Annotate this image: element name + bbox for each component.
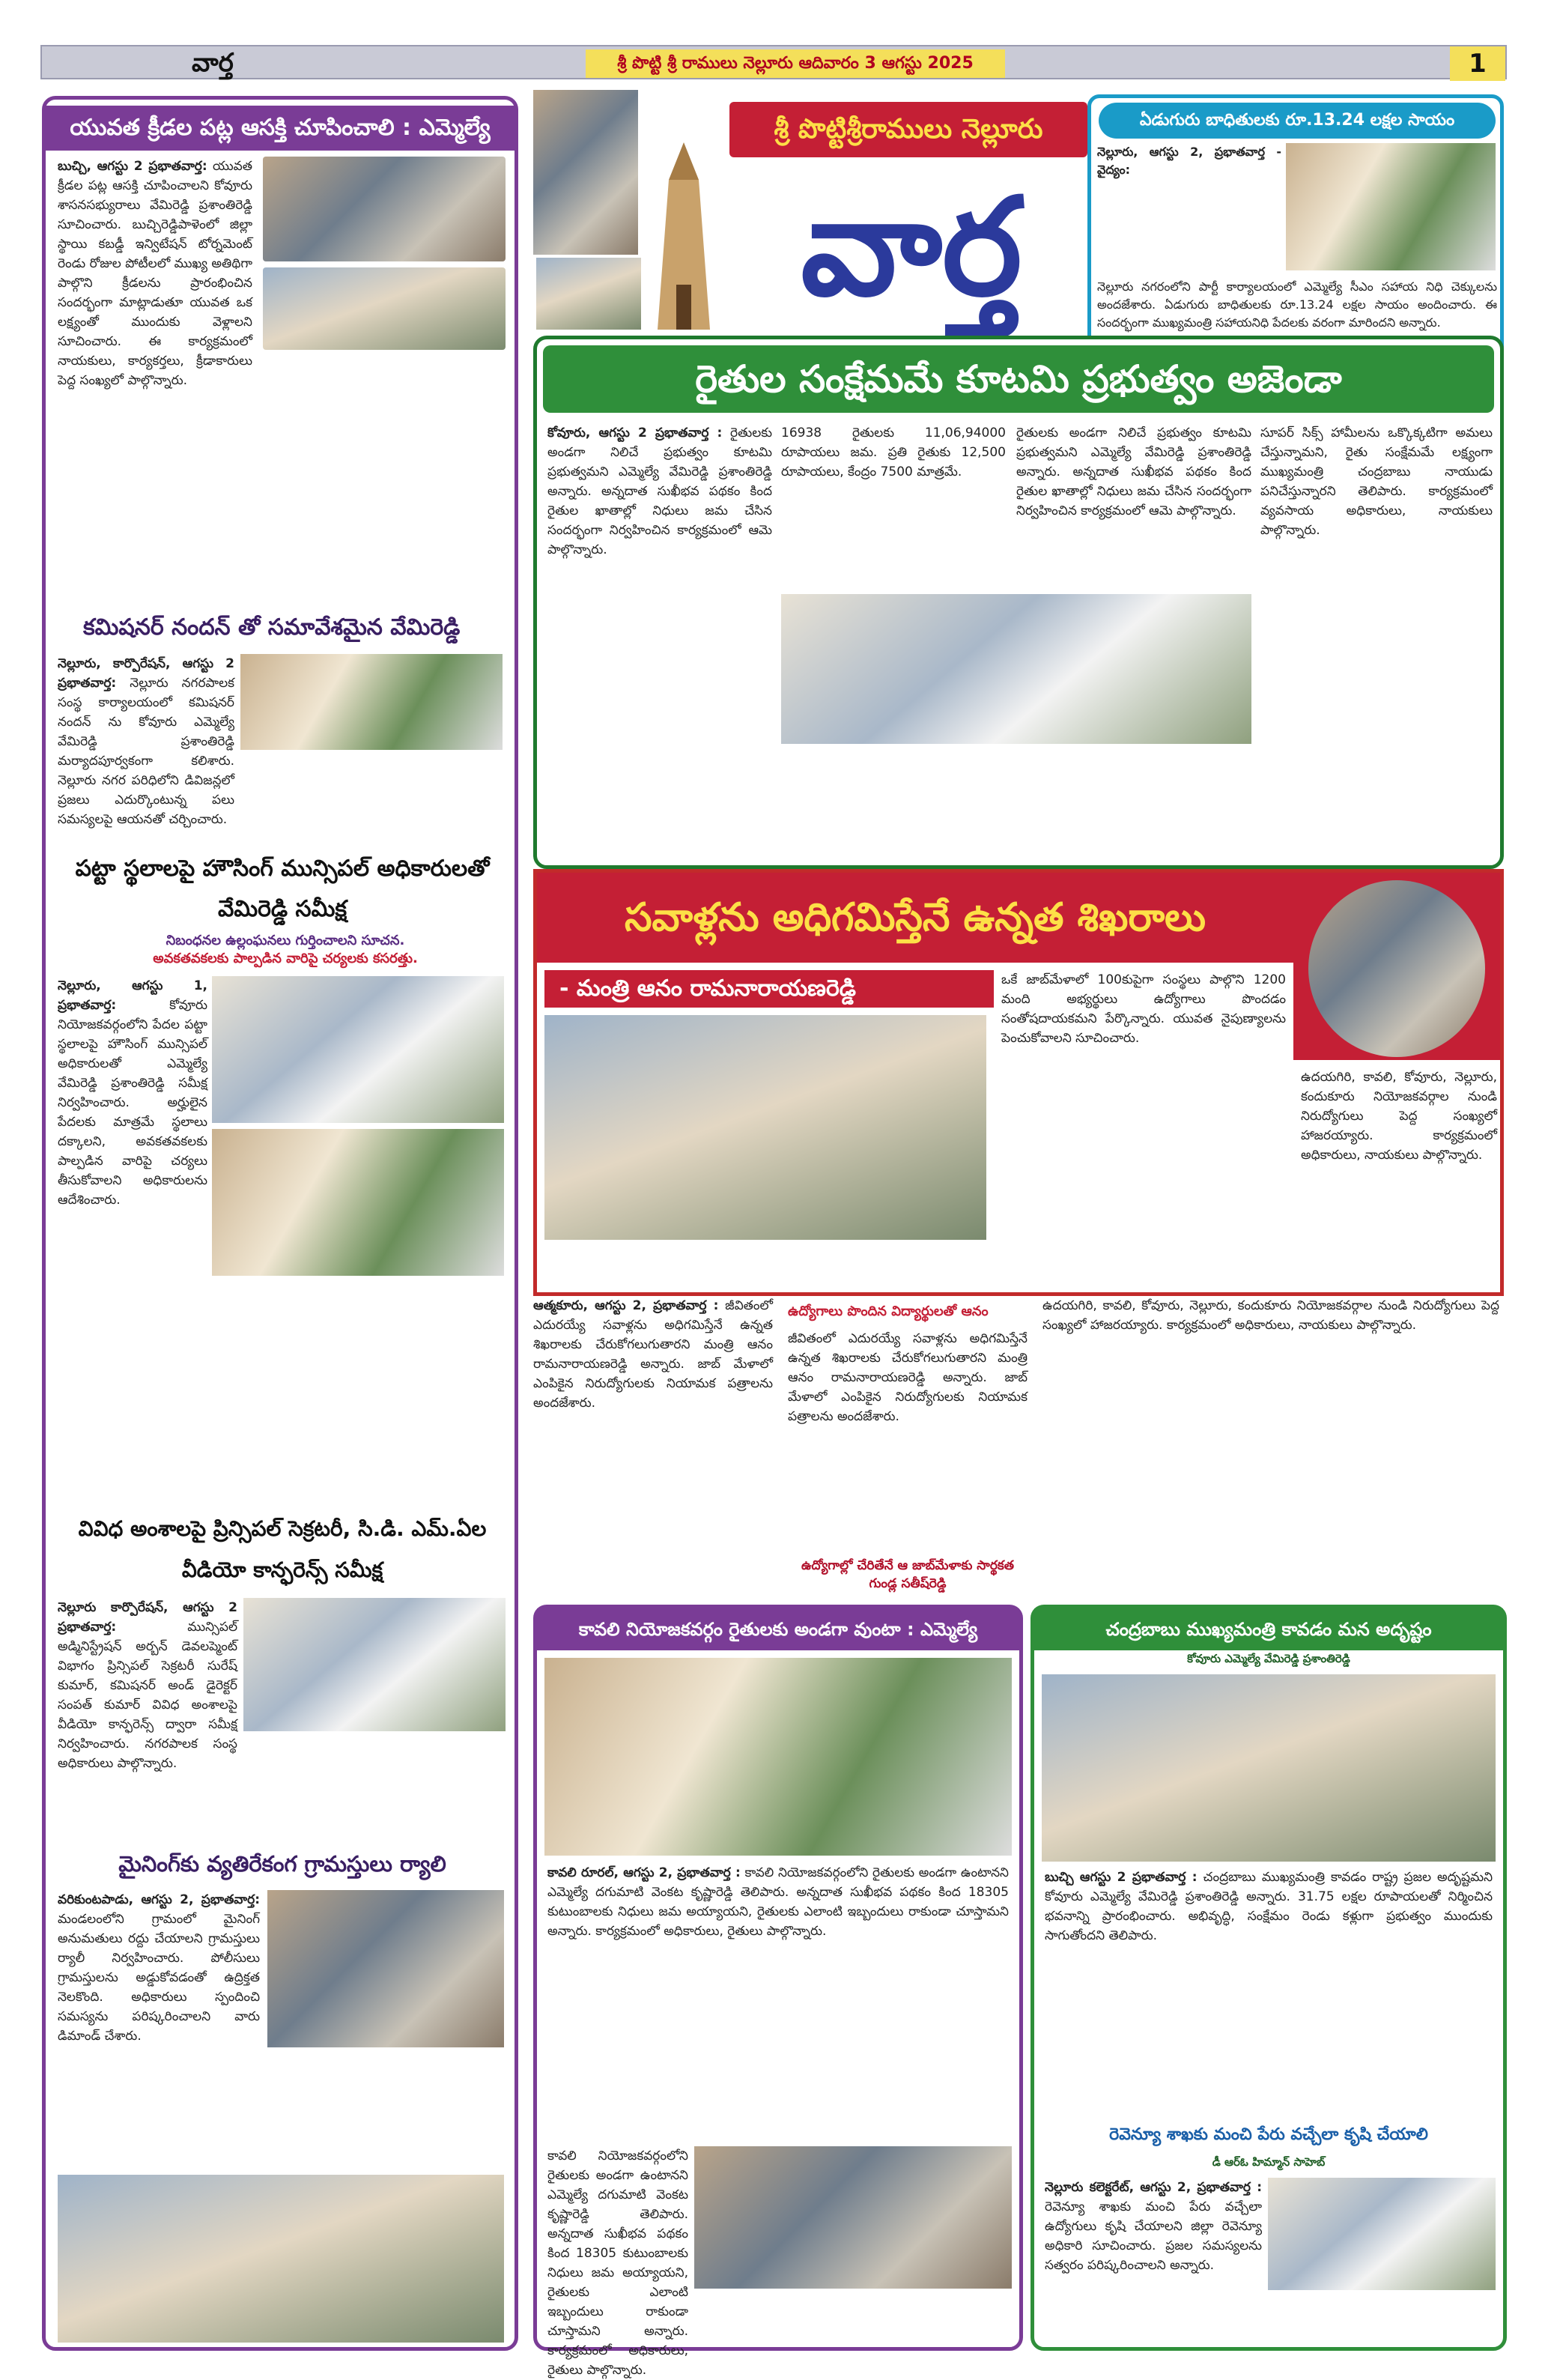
kavali-text: కావలి నియోజకవర్గంలోని రైతులకు అండగా ఉంటానని ఎమ్మెల్యే దగుమాటి వెంకట కృష్ణారెడ్డి తెలిపారు. అన్నదాత సుఖీభవ పథకం కింద 18305 కుటుంబాలకు నిధులు జమ అయ్యాయని, రైతులకు ఎలాంటి ఇబ్బందులు రాకుండా చూస్తామని అన్నారు. కార్యక్రమంలో అధికారులు, రైతులు పాల్గొన్నారు. [547,1865,1009,1939]
minister-headline: సవాళ్లను అధిగమిస్తేనే ఉన్నత శిఖరాలు [537,873,1293,963]
story2-headline: కమిషనర్ నందన్ తో సమావేశమైన వేమిరెడ్డి [83,614,461,641]
aid-photo [1286,143,1496,270]
minister-text: జీవితంలో ఎదురయ్యే సవాళ్లను అధిగమిస్తేనే ఉన్నత శిఖరాలకు చేరుకోగలుగుతారని మంత్రి ఆనం రామనారాయణరెడ్డి అన్నారు. జాబ్ మేళాలో ఎంపికైన నిరుద్యోగులకు నియామక పత్రాలను అందజేశారు. [533,1298,773,1411]
edition-banner: శ్రీ పొట్టిశ్రీరాములు నెల్లూరు [729,102,1087,157]
kavali-story [533,1605,1023,2378]
kavali-headline: కావలి నియోజకవర్గం రైతులకు అండగా వుంటా : ఎమ్మెల్యే [537,1608,1019,1650]
story4-headline: వివిధ అంశాలపై ప్రిన్సిపల్ సెక్రటరీ, సి.డి. ఎమ్.ఏల వీడియో కాన్ఫరెన్స్ సమీక్ష [78,1516,487,1582]
story3-subtitle2: అవకతవకలకు పాల్పడిన వారిపై చర్యలకు కసరత్తు. [153,951,418,966]
story5-body [58,1890,260,2160]
aid-dateline: నెల్లూరు, ఆగస్టు 2, ప్రభాతవార్త - వైద్యం: [1097,145,1281,177]
aid-body-top [1097,143,1281,278]
story2-text: నెల్లూరు నగరపాలక సంస్థ కార్యాలయంలో కమిషనర్ నందన్ ను కోవూరు ఎమ్మెల్యే వేమిరెడ్డి ప్రశాంతిరెడ్డి మర్యాదపూర్వకంగా కలిశారు. నెల్లూరు నగర పరిధిలోని డివిజన్లలో ప్రజలు ఎదుర్కొంటున్న పలు సమస్యలపై ఆయనతో చర్చించారు. [58,676,235,827]
story4-text: మున్సిపల్ అడ్మినిస్ట్రేషన్ అర్బన్ డెవలప్మెంట్ విభాగం ప్రిన్సిపల్ సెక్రటరీ సురేష్ కుమార్, కమిషనర్ అండ్ డైరెక్టర్ సంపత్ కుమార్ వివిధ అంశాలపై వీడియో కాన్ఫరెన్స్ ద్వారా సమీక్ష నిర్వహించారు. నగరపాలక సంస్థ అధికారులు పాల్గొన్నారు. [58,1620,237,1771]
revenue-byline: డీ ఆర్ఓ హిమ్మాన్ సాహెబ్ [1212,2155,1326,2169]
story1-headline: యువత క్రీడల పట్ల ఆసక్తి చూపించాలి : ఎమ్మెల్యే [46,106,515,151]
farmers-dateline: కోవూరు, ఆగస్టు 2 ప్రభాతవార్త : [547,426,723,440]
story3-body [58,976,207,1291]
story2-body [58,654,234,841]
founder-portrait [533,90,638,255]
story3-dateline: నెల్లూరు, ఆగస్టు 1, ప్రభాతవార్త: [58,978,207,1013]
header-dateline: శ్రీ పొట్టి శ్రీ రాములు నెల్లూరు ఆదివారం 3 ఆగస్టు 2025 [586,49,1005,78]
minister-photo [544,1015,986,1240]
chandrababu-photo [1042,1674,1496,1862]
minister-quote [788,1558,1028,1600]
kavali-body [547,1863,1009,2140]
minister-quote-author: గుండ్ల సతీష్‌రెడ్డి [869,1576,947,1591]
minister-body-cont: జీవితంలో ఎదురయ్యే సవాళ్లను అధిగమిస్తేనే ఉన్నత శిఖరాలకు చేరుకోగలుగుతారని మంత్రి ఆనం రామనారాయణరెడ్డి అన్నారు. జాబ్ మేళాలో ఎంపికైన నిరుద్యోగులకు నియామక పత్రాలను అందజేశారు. [788,1331,1028,1424]
story4-body [58,1598,237,1771]
kavali-body-cont: కావలి నియోజకవర్గంలోని రైతులకు అండగా ఉంటానని ఎమ్మెల్యే దగుమాటి వెంకట కృష్ణారెడ్డి తెలిపారు. అన్నదాత సుఖీభవ పథకం కింద 18305 కుటుంబాలకు నిధులు జమ అయ్యాయని, రైతులకు ఎలాంటి ఇబ్బందులు రాకుండా చూస్తామని అన్నారు. కార్యక్రమంలో అధికారులు, రైతులు పాల్గొన్నారు. [547,2149,688,2378]
minister-photo-frame [1293,873,1500,1060]
chandrababu-story [1031,1605,1507,2351]
story3-photo-a [212,976,504,1123]
minister-continued [533,1296,1504,1605]
page-number: 1 [1450,46,1505,81]
story3-subtitle1: నిబంధనల ఉల్లంఘనలు గుర్తించాలని సూచన. [166,933,405,948]
minister-byline: - మంత్రి ఆనం రామనారాయణరెడ్డి [544,970,994,1008]
farmers-story [533,336,1504,869]
story2-photo [240,654,503,750]
top-bar [40,45,1507,79]
farmers-headline: రైతుల సంక్షేమమే కూటమి ప్రభుత్వం అజెండా [543,345,1494,413]
header-logo: వార్త [192,48,234,78]
chandrababu-byline: కోవూరు ఎమ్మెల్యే వేమిరెడ్డి ప్రశాంతిరెడ్డి [1187,1652,1350,1665]
chandrababu-body [1045,1868,1493,2115]
revenue-dateline: నెల్లూరు కలెక్టరేట్, ఆగస్టు 2, ప్రభాతవార్త : [1045,2180,1262,2195]
minister-body2: ఒకే జాబ్‌మేళాలో 100కుపైగా సంస్థలు పాల్గొని 1200 మంది అభ్యర్థులు ఉద్యోగాలు పొందడం సంతోషదాయకమని పేర్కొన్నారు. యువత నైపుణ్యాలను పెంచుకోవాలని సూచించారు. [1001,972,1286,1046]
farmers-body-mid: రైతులకు అండగా నిలిచే ప్రభుత్వం కూటమి ప్రభుత్వమని ఎమ్మెల్యే వేమిరెడ్డి ప్రశాంతిరెడ్డి అన్నారు. అన్నదాత సుఖీభవ పథకం కింద రైతుల ఖాతాల్లో నిధులు జమ చేసిన సందర్భంగా నిర్వహించిన కార్యక్రమంలో ఆమె పాల్గొన్నారు. [1016,426,1251,518]
story5-photo-b [58,2175,504,2343]
minister-story [533,869,1504,1296]
story5-dateline: వరికుంటపాడు, ఆగస్టు 2, ప్రభాతవార్త: [58,1892,260,1907]
temple-illustration [643,135,725,330]
story3-text: కోవూరు నియోజకవర్గంలోని పేదల పట్టా స్థలాలపై హౌసింగ్ మున్సిపల్ అధికారులతో ఎమ్మెల్యే వేమిరెడ్డి ప్రశాంతిరెడ్డి సమీక్ష నిర్వహించారు. అర్హులైన పేదలకు మాత్రమే స్థలాలు దక్కాలని, అవకతవకలకు పాల్పడిన వారిపై చర్యలు తీసుకోవాలని అధికారులను ఆదేశించారు. [58,998,207,1208]
farmers-photo [781,594,1251,744]
story3-headline: పట్టా స్థలాలపై హౌసింగ్ మున్సిపల్ అధికారులతో వేమిరెడ్డి సమీక్ష [75,856,490,922]
temple-icon [643,135,725,330]
minister-body3: ఉదయగిరి, కావలి, కోవూరు, నెల్లూరు, కందుకూరు నియోజకవర్గాల నుండి నిరుద్యోగులు పెద్ద సంఖ్యలో హాజరయ్యారు. కార్యక్రమంలో అధికారులు, నాయకులు పాల్గొన్నారు. [1301,1070,1497,1163]
kavali-dateline: కావలి రూరల్, ఆగస్టు 2, ప్రభాతవార్త : [547,1865,741,1880]
revenue-body [1045,2178,1262,2343]
revenue-headline: రెవెన్యూ శాఖకు మంచి పేరు వచ్చేలా కృషి చేయాలి [1109,2125,1428,2144]
kavali-photo-b [694,2146,1012,2289]
minister-body [533,1296,773,1596]
minister-body-right: ఉదయగిరి, కావలి, కోవూరు, నెల్లూరు, కందుకూరు నియోజకవర్గాల నుండి నిరుద్యోగులు పెద్ద సంఖ్యలో హాజరయ్యారు. కార్యక్రమంలో అధికారులు, నాయకులు పాల్గొన్నారు. [1042,1298,1499,1333]
farmers-body1 [547,423,772,858]
story5-photo-a [267,1890,504,2047]
story2-dateline: నెల్లూరు, కార్పొరేషన్, ఆగస్టు 2 ప్రభాతవార్త: [58,656,234,691]
story5-headline: మైనింగ్‌కు వ్యతిరేకంగ గ్రామస్తులు ర్యాలి [118,1851,446,1877]
chandrababu-headline: చంద్రబాబు ముఖ్యమంత్రి కావడం మన అదృష్టం [1034,1608,1503,1650]
story1-photo-a [263,157,506,261]
revenue-photo [1268,2178,1496,2290]
story4-dateline: నెల్లూరు కార్పొరేషన్, ఆగస్టు 2 ప్రభాతవార్త: [58,1600,237,1635]
minister-quote-text: ఉద్యోగాల్లో చేరితేనే ఆ జాబ్‌మేళాకు సార్థకత [801,1558,1015,1573]
kavali-photo-a [544,1658,1012,1856]
minister-portrait [1308,880,1485,1057]
story1-dateline: బుచ్చి, ఆగస్టు 2 ప్రభాతవార్త: [58,159,207,174]
masthead [533,90,1083,334]
story1-photo-b [263,267,506,350]
chandrababu-text: చంద్రబాబు ముఖ్యమంత్రి కావడం రాష్ట్ర ప్రజల అదృష్టమని కోవూరు ఎమ్మెల్యే వేమిరెడ్డి ప్రశాంతిరెడ్డి అన్నారు. 31.75 లక్షల రూపాయలతో నిర్మించిన భవనాన్ని ప్రారంభించారు. అభివృద్ధి, సంక్షేమం రెండు కళ్లుగా ప్రభుత్వం ముందుకు సాగుతోందని తెలిపారు. [1045,1870,1493,1943]
story4-photo [243,1598,506,1731]
story5-text: మండలంలోని గ్రామంలో మైనింగ్ అనుమతులు రద్దు చేయాలని గ్రామస్తులు ర్యాలీ నిర్వహించారు. పోలీసులు గ్రామస్తులను అడ్డుకోవడంతో ఉద్రిక్తత నెలకొంది. అధికారులు స్పందించి సమస్యను పరిష్కరించాలని వారు డిమాండ్ చేశారు. [58,1912,260,2044]
minister-caption: ఉద్యోగాలు పొందిన విద్యార్థులతో ఆనం [788,1303,989,1319]
masthead-title: వార్త [801,168,1022,326]
minister-dateline: ఆత్మకూరు, ఆగస్టు 2, ప్రభాతవార్త : [533,1298,719,1313]
farmers-body2: సూపర్ సిక్స్ హామీలను ఒక్కొక్కటిగా అమలు చేస్తున్నామని, రైతు సంక్షేమమే లక్ష్యంగా ముఖ్యమంత్రి చంద్రబాబు నాయుడు పనిచేస్తున్నారని తెలిపారు. కార్యక్రమంలో వ్యవసాయ అధికారులు, నాయకులు పాల్గొన్నారు. [1260,426,1493,538]
river-photo [536,258,641,330]
story1-body [58,157,252,388]
revenue-text: రెవెన్యూ శాఖకు మంచి పేరు వచ్చేలా ఉద్యోగులు కృషి చేయాలని జిల్లా రెవెన్యూ అధికారి సూచించారు. ప్రజల సమస్యలను సత్వరం పరిష్కరించాలని అన్నారు. [1045,2199,1262,2273]
story3-photo-b [212,1129,504,1276]
aid-body: నెల్లూరు నగరంలోని పార్టీ కార్యాలయంలో ఎమ్మెల్యే సీఎం సహాయ నిధి చెక్కులను అందజేశారు. ఏడుగురు బాధితులకు రూ.13.24 లక్షల సాయం అందించారు. ఈ సందర్భంగా ముఖ్యమంత్రి సహాయనిధి పేదలకు వరంగా మారిందని అన్నారు. [1097,279,1497,330]
aid-headline: ఏడుగురు బాధితులకు రూ.13.24 లక్షల సాయం [1099,103,1496,139]
story1-text: యువత క్రీడల పట్ల ఆసక్తి చూపించాలని కోవూరు శాసనసభ్యురాలు వేమిరెడ్డి ప్రశాంతిరెడ్డి సూచించారు. బుచ్చిరెడ్డిపాళెంలో జిల్లా స్థాయి కబడ్డీ ఇన్విటేషన్ టోర్నమెంట్ రెండు రోజుల పోటీలలో ముఖ్య అతిథిగా పాల్గొని క్రీడలను ప్రారంభించిన సందర్భంగా మాట్లాడుతూ యువత ఒక లక్ష్యంతో ముందుకు వెళ్లాలని సూచించారు. ఈ కార్యక్రమంలో నాయకులు, కార్యకర్తలు, క్రీడాకారులు పెద్ద సంఖ్యలో పాల్గొన్నారు. [58,159,252,388]
farmers-stats: 16938 రైతులకు 11,06,94000 రూపాయలు జమ. ప్రతి రైతుకు 12,500 రూపాయలు, కేంద్రం 7500 మాత్రమే. [781,426,1006,479]
farmers-text1: రైతులకు అండగా నిలిచే ప్రభుత్వం కూటమి ప్రభుత్వమని ఎమ్మెల్యే వేమిరెడ్డి ప్రశాంతిరెడ్డి అన్నారు. అన్నదాత సుఖీభవ పథకం కింద రైతుల ఖాతాల్లో నిధులు జమ చేసిన సందర్భంగా నిర్వహించిన కార్యక్రమంలో ఆమె పాల్గొన్నారు. [547,426,773,557]
left-column [42,96,518,2351]
chandrababu-dateline: బుచ్చి ఆగస్టు 2 ప్రభాతవార్త : [1045,1870,1198,1885]
